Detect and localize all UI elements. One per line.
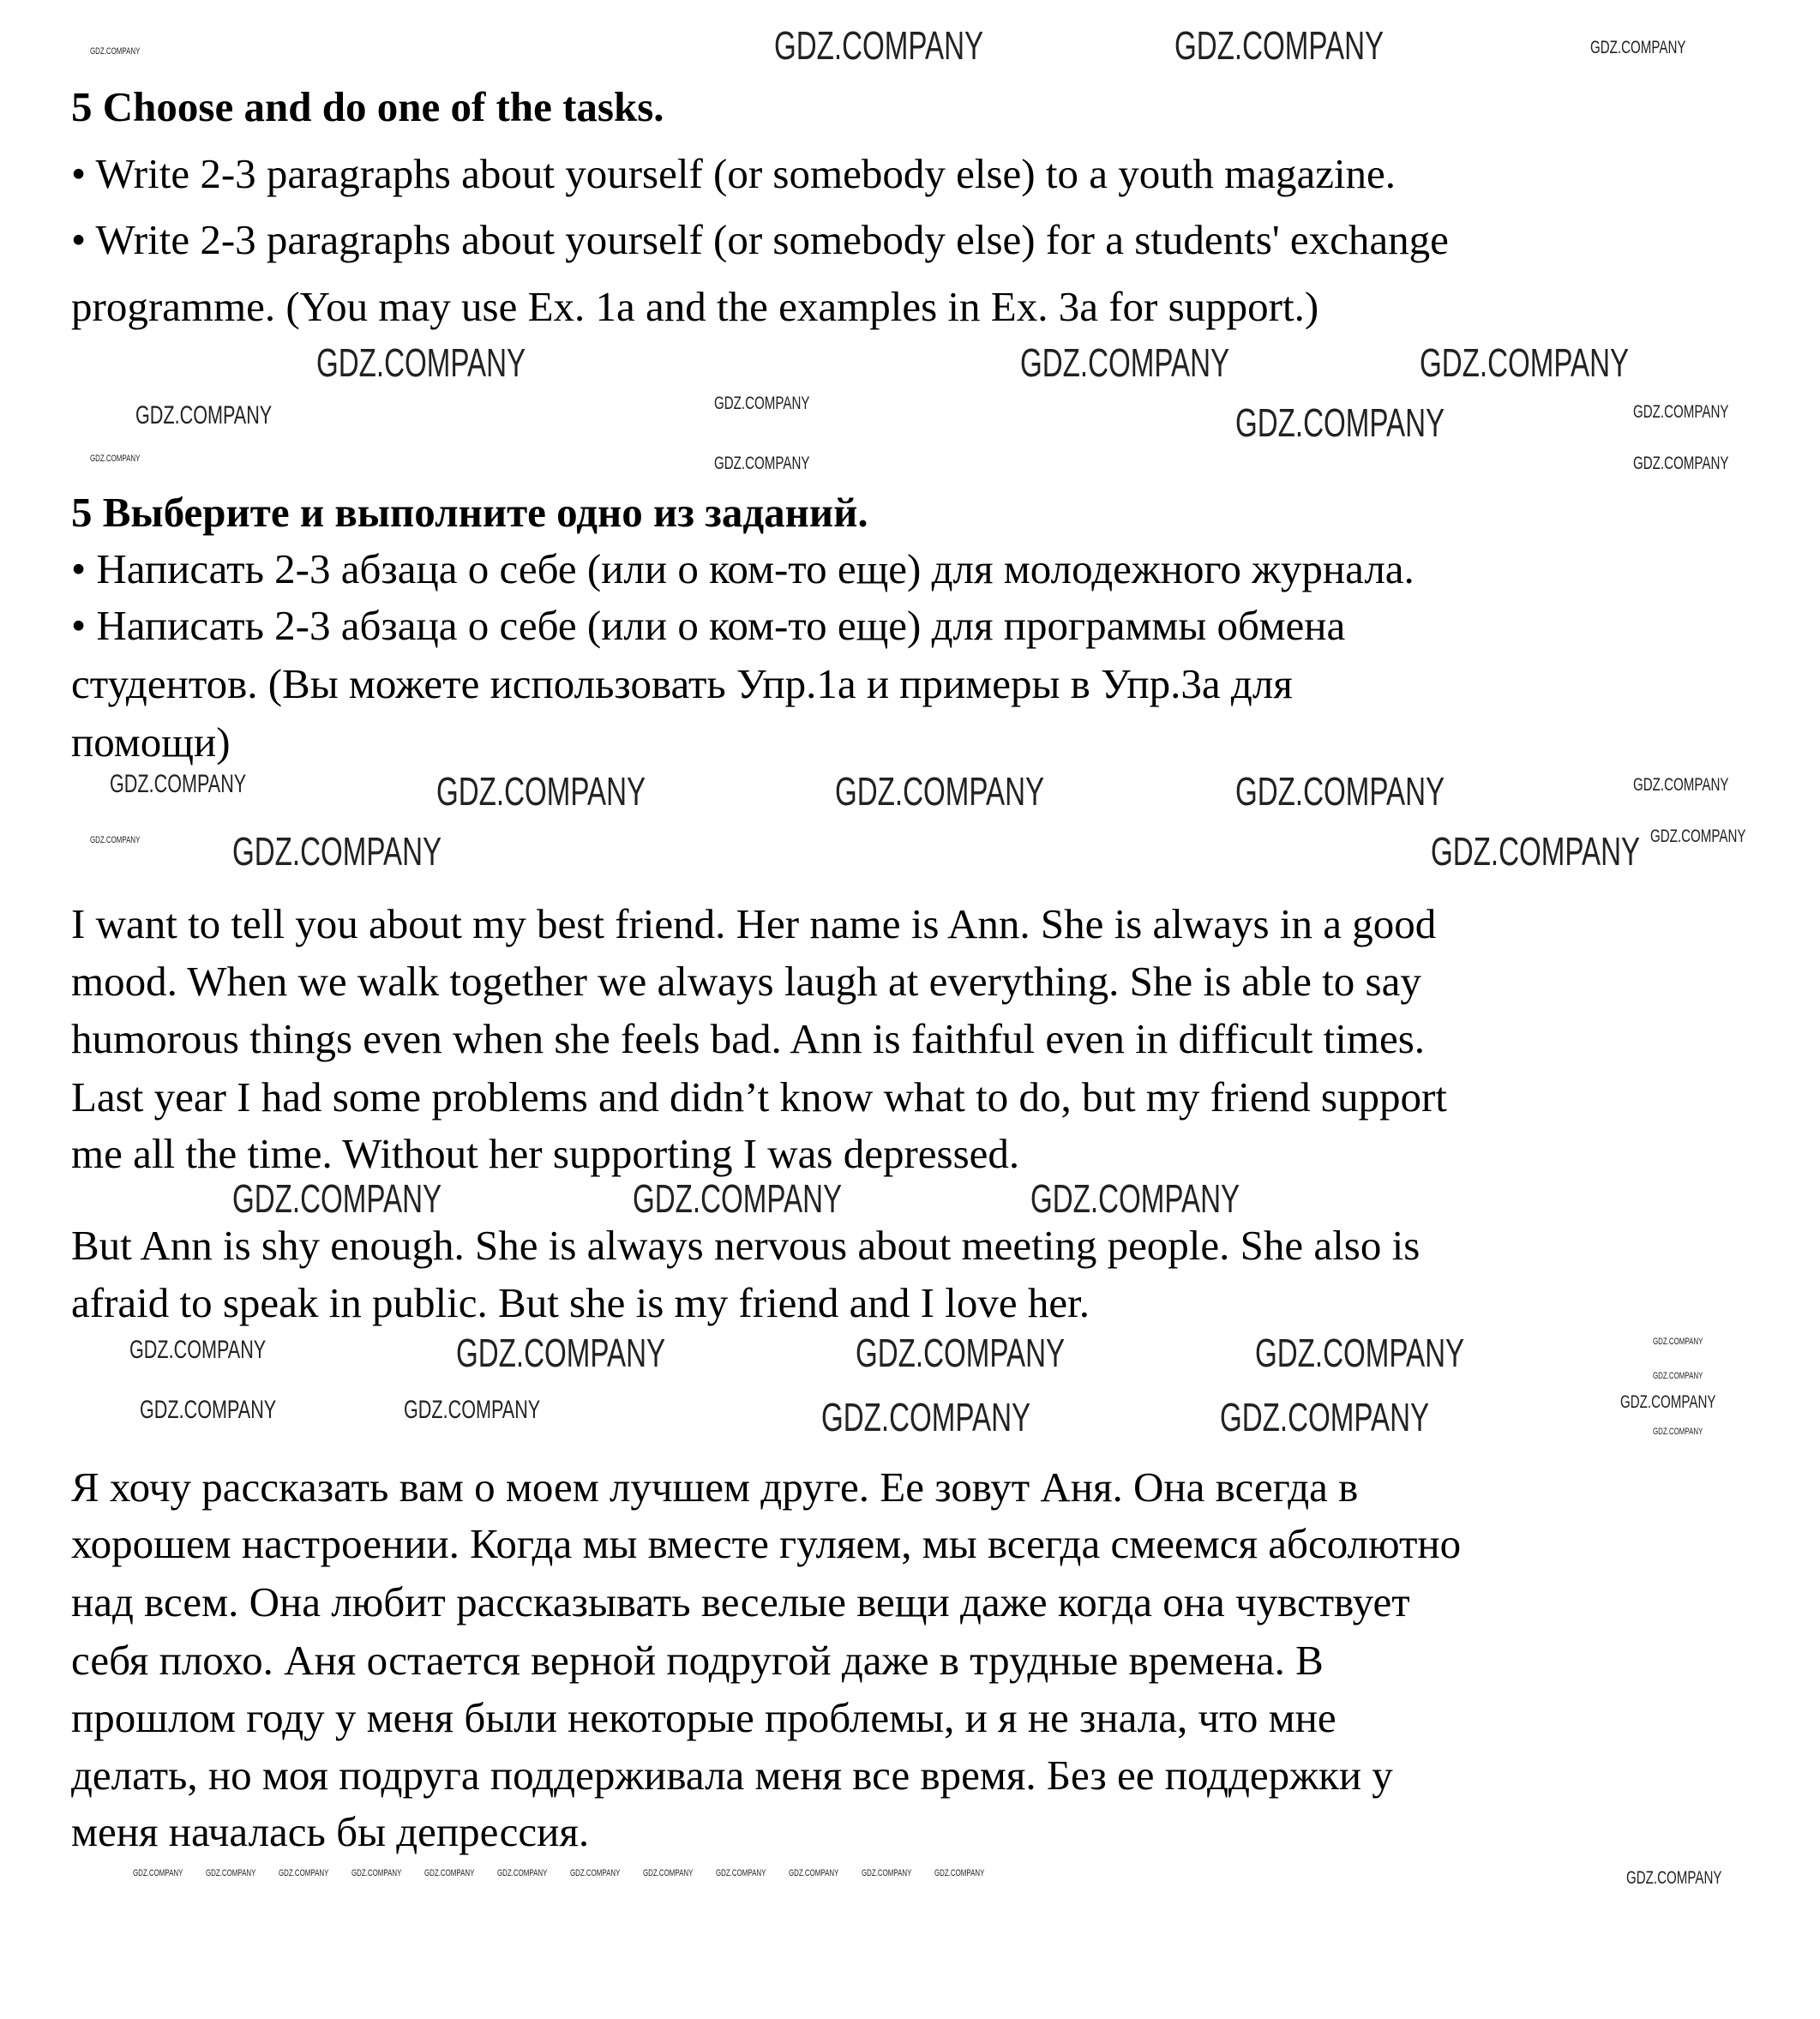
- watermark: GDZ.COMPANY: [1653, 1337, 1703, 1347]
- watermark: GDZ.COMPANY: [135, 401, 273, 430]
- watermark: GDZ.COMPANY: [424, 1868, 475, 1878]
- watermark: GDZ.COMPANY: [1633, 454, 1729, 473]
- answer-ru-line: Я хочу рассказать вам о моем лучшем друге. Ее зовут Аня. Она всегда в: [71, 1463, 1359, 1511]
- watermark: GDZ.COMPANY: [714, 454, 810, 473]
- watermark: GDZ.COMPANY: [821, 1395, 1031, 1439]
- watermark: GDZ.COMPANY: [140, 1396, 277, 1424]
- watermark: GDZ.COMPANY: [206, 1868, 256, 1878]
- watermark: GDZ.COMPANY: [1030, 1176, 1240, 1221]
- watermark: GDZ.COMPANY: [1653, 1371, 1703, 1381]
- answer-en-line: humorous things even when she feels bad. Ann is faithful even in difficult times.: [71, 1015, 1426, 1062]
- watermark: GDZ.COMPANY: [934, 1868, 985, 1878]
- answer-en-line: Last year I had some problems and didn’t know what to do, but my friend support: [71, 1073, 1447, 1121]
- watermark: GDZ.COMPANY: [90, 835, 141, 845]
- task-ru-line: • Написать 2-3 абзаца о себе (или о ком-то еще) для программы обмена: [71, 602, 1346, 649]
- watermark: GDZ.COMPANY: [716, 1868, 766, 1878]
- watermark: GDZ.COMPANY: [456, 1331, 666, 1375]
- answer-ru-line: хорошем настроении. Когда мы вместе гуляем, мы всегда смеемся абсолютно: [71, 1520, 1462, 1567]
- watermark: GDZ.COMPANY: [404, 1396, 541, 1424]
- task-ru-line: помощи): [71, 718, 231, 766]
- watermark: GDZ.COMPANY: [133, 1868, 183, 1878]
- watermark: GDZ.COMPANY: [1633, 402, 1729, 422]
- task-en-line: • Write 2-3 paragraphs about yourself (or somebody else) to a youth magazine.: [71, 150, 1397, 197]
- watermark: GDZ.COMPANY: [1431, 829, 1641, 874]
- answer-en-line: But Ann is shy enough. She is always nervous about meeting people. She also is: [71, 1222, 1421, 1269]
- watermark: GDZ.COMPANY: [1590, 38, 1686, 57]
- watermark: GDZ.COMPANY: [1620, 1392, 1716, 1412]
- answer-ru-line: над всем. Она любит рассказывать веселые вещи даже когда она чувствует: [71, 1578, 1410, 1625]
- watermark: GDZ.COMPANY: [1650, 826, 1746, 846]
- watermark: GDZ.COMPANY: [835, 769, 1045, 814]
- watermark: GDZ.COMPANY: [1420, 340, 1630, 385]
- watermark: GDZ.COMPANY: [633, 1176, 843, 1221]
- watermark: GDZ.COMPANY: [643, 1868, 694, 1878]
- watermark: GDZ.COMPANY: [1020, 340, 1230, 385]
- watermark: GDZ.COMPANY: [1235, 769, 1445, 814]
- task-ru-heading: 5 Выберите и выполните одно из заданий.: [71, 489, 868, 536]
- watermark: GDZ.COMPANY: [129, 1336, 267, 1364]
- watermark: GDZ.COMPANY: [279, 1868, 329, 1878]
- answer-ru-line: меня началась бы депрессия.: [71, 1808, 590, 1855]
- watermark: GDZ.COMPANY: [862, 1868, 912, 1878]
- task-ru-line: студентов. (Вы можете использовать Упр.1а и примеры в Упр.3а для: [71, 660, 1293, 707]
- answer-en-line: me all the time. Without her supporting I was depressed.: [71, 1130, 1020, 1177]
- watermark: GDZ.COMPANY: [90, 454, 141, 464]
- watermark: GDZ.COMPANY: [316, 340, 526, 385]
- watermark: GDZ.COMPANY: [497, 1868, 548, 1878]
- watermark: GDZ.COMPANY: [1235, 400, 1445, 445]
- watermark: GDZ.COMPANY: [714, 394, 810, 413]
- task-ru-line: • Написать 2-3 абзаца о себе (или о ком-то еще) для молодежного журнала.: [71, 545, 1415, 592]
- watermark: GDZ.COMPANY: [90, 46, 141, 57]
- watermark: GDZ.COMPANY: [1220, 1395, 1430, 1439]
- watermark: GDZ.COMPANY: [1633, 775, 1729, 795]
- answer-en-line: I want to tell you about my best friend. Her name is Ann. She is always in a good: [71, 900, 1437, 947]
- watermark: GDZ.COMPANY: [1626, 1868, 1722, 1888]
- watermark: GDZ.COMPANY: [789, 1868, 839, 1878]
- watermark: GDZ.COMPANY: [774, 23, 984, 68]
- answer-en-line: afraid to speak in public. But she is my friend and I love her.: [71, 1279, 1090, 1326]
- task-en-line: • Write 2-3 paragraphs about yourself (or somebody else) for a students' exchange: [71, 216, 1449, 263]
- answer-ru-line: прошлом году у меня были некоторые проблемы, и я не знала, что мне: [71, 1694, 1336, 1741]
- answer-ru-line: делать, но моя подруга поддерживала меня все время. Без ее поддержки у: [71, 1752, 1393, 1799]
- watermark: GDZ.COMPANY: [232, 1176, 442, 1221]
- answer-en-line: mood. When we walk together we always laugh at everything. She is able to say: [71, 958, 1421, 1005]
- task-en-heading: 5 Choose and do one of the tasks.: [71, 83, 664, 130]
- watermark: GDZ.COMPANY: [1255, 1331, 1465, 1375]
- watermark: GDZ.COMPANY: [110, 770, 247, 798]
- watermark: GDZ.COMPANY: [1174, 23, 1385, 68]
- answer-ru-line: себя плохо. Аня остается верной подругой даже в трудные времена. В: [71, 1637, 1324, 1684]
- watermark: GDZ.COMPANY: [351, 1868, 402, 1878]
- watermark: GDZ.COMPANY: [856, 1331, 1066, 1375]
- watermark: GDZ.COMPANY: [570, 1868, 621, 1878]
- watermark: GDZ.COMPANY: [436, 769, 646, 814]
- watermark: GDZ.COMPANY: [232, 829, 442, 874]
- task-en-line: programme. (You may use Ex. 1a and the examples in Ex. 3a for support.): [71, 283, 1319, 330]
- watermark: GDZ.COMPANY: [1653, 1427, 1703, 1437]
